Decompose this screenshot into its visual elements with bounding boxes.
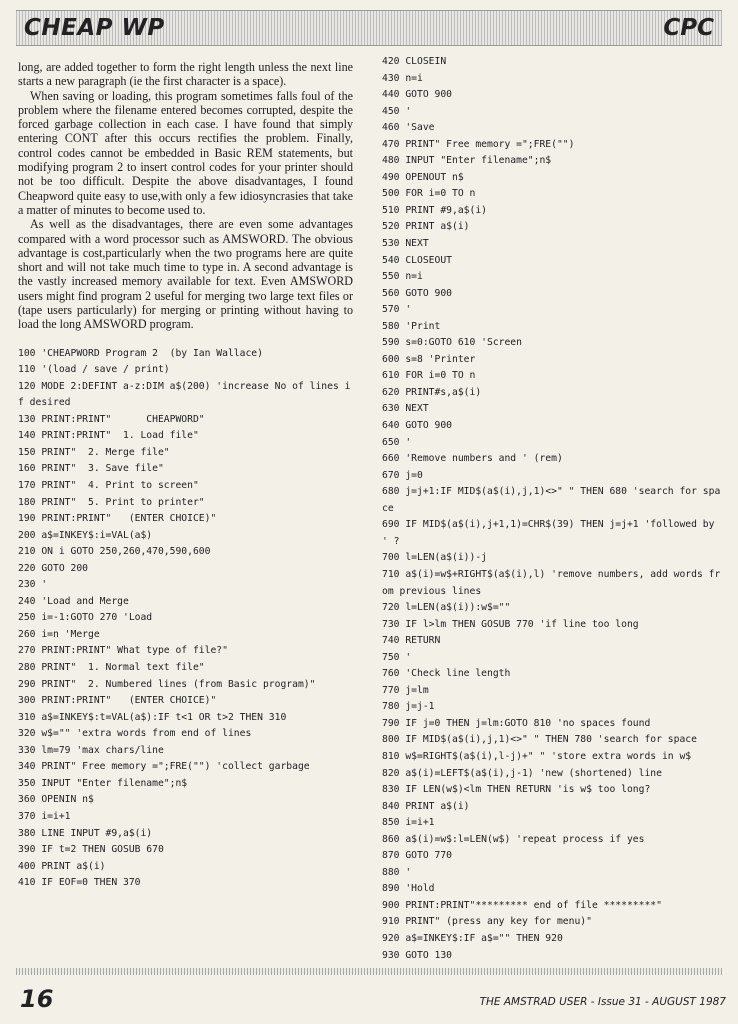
code-line: 850 i=i+1	[382, 817, 435, 829]
code-line: 140 PRINT:PRINT" 1. Load file"	[18, 430, 199, 442]
code-line: 460 'Save	[382, 122, 435, 134]
code-line: 200 a$=INKEY$:i=VAL(a$)	[18, 529, 153, 541]
code-line: 520 PRINT a$(i)	[382, 221, 470, 233]
code-line: 480 INPUT "Enter filename";n$	[382, 155, 552, 167]
code-line: 100 'CHEAPWORD Program 2 (by Ian Wallace)	[18, 347, 263, 359]
code-line: 280 PRINT" 1. Normal text file"	[18, 662, 205, 674]
code-line: 340 PRINT" Free memory =";FRE("") 'collect garbage	[18, 761, 310, 773]
code-line: 710 a$(i)=w$+RIGHT$(a$(i),l) 'remove numbers, add words from previous lines	[382, 568, 721, 597]
code-line: 400 PRINT a$(i)	[18, 860, 106, 872]
code-line: 780 j=j-1	[382, 701, 435, 713]
code-line: 350 INPUT "Enter filename";n$	[18, 777, 188, 789]
article-text	[18, 60, 353, 332]
code-line: 360 OPENIN n$	[18, 794, 94, 806]
code-line: 570 '	[382, 304, 412, 316]
code-line: 420 CLOSEIN	[382, 56, 447, 67]
code-line: 890 'Hold	[382, 883, 435, 895]
code-listing-right	[382, 54, 722, 964]
code-line: 540 CLOSEOUT	[382, 254, 452, 266]
code-line: 830 IF LEN(w$)<lm THEN RETURN 'is w$ too long?	[382, 784, 651, 796]
code-line: 260 i=n 'Merge	[18, 628, 100, 640]
code-line: 900 PRINT:PRINT"********* end of file *********"	[382, 899, 662, 911]
footer-rule	[16, 968, 722, 975]
code-line: 530 NEXT	[382, 238, 429, 250]
code-line: 640 GOTO 900	[382, 420, 452, 432]
code-line: 320 w$="" 'extra words from end of lines	[18, 728, 252, 740]
publication-footer: THE AMSTRAD USER - Issue 31 - AUGUST 1987	[479, 996, 726, 1008]
code-line: 410 IF EOF=0 THEN 370	[18, 877, 141, 889]
code-line: 180 PRINT" 5. Print to printer"	[18, 496, 205, 508]
code-line: 250 i=-1:GOTO 270 'Load	[18, 612, 153, 624]
code-line: 510 PRINT #9,a$(i)	[382, 204, 487, 216]
code-line: 190 PRINT:PRINT" (ENTER CHOICE)"	[18, 513, 217, 525]
code-line: 450 '	[382, 105, 412, 117]
page-title: CHEAP WP	[24, 15, 165, 41]
header-bar	[16, 10, 722, 46]
code-line: 370 i=i+1	[18, 810, 71, 822]
code-line: 430 n=i	[382, 72, 423, 84]
code-line: 170 PRINT" 4. Print to screen"	[18, 480, 199, 492]
code-line: 330 lm=79 'max chars/line	[18, 744, 164, 756]
code-line: 130 PRINT:PRINT" CHEAPWORD"	[18, 413, 205, 425]
code-line: 740 RETURN	[382, 635, 441, 647]
code-line: 790 IF j=0 THEN j=lm:GOTO 810 'no spaces found	[382, 717, 651, 729]
code-line: 440 GOTO 900	[382, 89, 452, 101]
code-line: 270 PRINT:PRINT" What type of file?"	[18, 645, 228, 657]
code-line: 840 PRINT a$(i)	[382, 800, 470, 812]
code-line: 160 PRINT" 3. Save file"	[18, 463, 164, 475]
code-line: 920 a$=INKEY$:IF a$="" THEN 920	[382, 932, 563, 944]
paragraph: When saving or loading, this program sometimes falls foul of the problem where the filename entered becomes corrupted, despite the forced garbage collection in each case. I have found that simply entering CONT after this occurs rectifies the problem. Finally, control codes cannot be embedded in Basic REM statements, but modifying program 2 to insert control codes for your printer should not be too difficult. Despite the above disadvantages, I found Cheapword quite easy to use,with only a few idiosyncrasies that take a matter of minutes to become used to.	[18, 88, 353, 217]
code-line: 700 l=LEN(a$(i))-j	[382, 552, 487, 564]
code-line: 620 PRINT#s,a$(i)	[382, 386, 482, 398]
code-line: 610 FOR i=0 TO n	[382, 370, 476, 382]
code-line: 760 'Check line length	[382, 668, 511, 680]
code-line: 300 PRINT:PRINT" (ENTER CHOICE)"	[18, 695, 217, 707]
paragraph: long, are added together to form the right length unless the next line starts a new paragraph (ie the first character is a space).	[18, 60, 353, 89]
code-line: 880 '	[382, 866, 412, 878]
code-line: 630 NEXT	[382, 403, 429, 415]
code-line: 660 'Remove numbers and ' (rem)	[382, 453, 563, 465]
code-line: 860 a$(i)=w$:l=LEN(w$) 'repeat process if yes	[382, 833, 645, 845]
code-line: 600 s=8 'Printer	[382, 353, 476, 365]
page-number: 16	[20, 985, 54, 1013]
code-line: 110 '(load / save / print)	[18, 364, 170, 376]
code-line: 120 MODE 2:DEFINT a-z:DIM a$(200) 'increase No of lines if desired	[18, 380, 351, 409]
code-line: 290 PRINT" 2. Numbered lines (from Basic program)"	[18, 678, 316, 690]
code-line: 870 GOTO 770	[382, 850, 452, 862]
code-line: 770 j=lm	[382, 684, 429, 696]
section-label: CPC	[663, 15, 714, 41]
code-line: 650 '	[382, 436, 412, 448]
code-line: 210 ON i GOTO 250,260,470,590,600	[18, 546, 211, 558]
code-listing-left	[18, 346, 353, 892]
code-line: 150 PRINT" 2. Merge file"	[18, 446, 170, 458]
code-line: 550 n=i	[382, 271, 423, 283]
code-line: 390 IF t=2 THEN GOSUB 670	[18, 844, 164, 856]
code-line: 310 a$=INKEY$:t=VAL(a$):IF t<1 OR t>2 THEN 310	[18, 711, 287, 723]
code-line: 470 PRINT" Free memory =";FRE("")	[382, 138, 575, 150]
code-line: 820 a$(i)=LEFT$(a$(i),j-1) 'new (shortened) line	[382, 767, 662, 779]
code-line: 580 'Print	[382, 320, 441, 332]
code-line: 750 '	[382, 651, 412, 663]
right-column	[382, 54, 722, 970]
paragraph: As well as the disadvantages, there are even some advantages compared with a word processor such as AMSWORD. The obvious advantage is cost,particularly when the two programs here are quite short and will not take much time to type in. A second advantage is the vastly increased memory available for text. Even AMSWORD users might find program 2 useful for merging two large text files or (tape users particularly) for merging or printing without having to load the long AMSWORD program.	[18, 217, 353, 332]
left-column	[18, 60, 353, 970]
code-line: 730 IF l>lm THEN GOSUB 770 'if line too long	[382, 618, 639, 630]
code-line: 500 FOR i=0 TO n	[382, 188, 476, 200]
code-line: 380 LINE INPUT #9,a$(i)	[18, 827, 153, 839]
code-line: 670 j=0	[382, 469, 423, 481]
code-line: 810 w$=RIGHT$(a$(i),l-j)+" " 'store extra words in w$	[382, 750, 692, 762]
code-line: 230 '	[18, 579, 48, 591]
code-line: 220 GOTO 200	[18, 562, 88, 574]
code-line: 930 GOTO 130	[382, 949, 452, 961]
code-line: 490 OPENOUT n$	[382, 171, 464, 183]
code-line: 680 j=j+1:IF MID$(a$(i),j,1)<>" " THEN 680 'search for space	[382, 486, 721, 514]
code-line: 560 GOTO 900	[382, 287, 452, 299]
code-line: 800 IF MID$(a$(i),j,1)<>" " THEN 780 'search for space	[382, 734, 697, 746]
code-line: 910 PRINT" (press any key for menu)"	[382, 916, 592, 928]
code-line: 240 'Load and Merge	[18, 595, 129, 607]
code-line: 690 IF MID$(a$(i),j+1,1)=CHR$(39) THEN j=j+1 'followed by ' ?	[382, 519, 721, 547]
code-line: 720 l=LEN(a$(i)):w$=""	[382, 602, 511, 614]
code-line: 590 s=0:GOTO 610 'Screen	[382, 337, 522, 349]
